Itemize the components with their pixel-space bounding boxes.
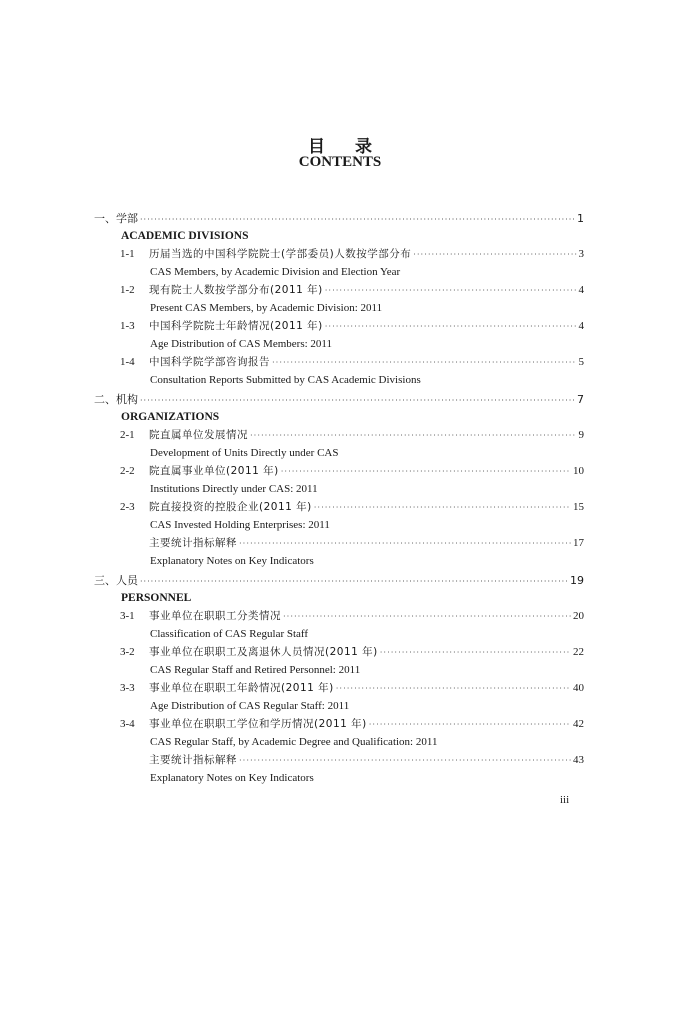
entry-title-english: Institutions Directly under CAS: 2011 xyxy=(150,483,318,495)
entry-title-chinese: 现有院士人数按学部分布(2011 年) xyxy=(149,284,323,296)
entry-title-english: CAS Regular Staff and Retired Personnel: 2011 xyxy=(150,664,361,676)
toc-entry[interactable] xyxy=(94,715,584,733)
dot-leader xyxy=(140,211,575,229)
section-title-chinese: 一、学部 xyxy=(94,212,138,225)
entry-page-number: 15 xyxy=(573,501,584,513)
toc-entry[interactable] xyxy=(94,534,584,552)
dot-leader xyxy=(239,752,571,770)
entry-page-number: 9 xyxy=(578,429,584,441)
entry-title-english: Age Distribution of CAS Regular Staff: 2011 xyxy=(150,700,350,712)
section-page-number: 19 xyxy=(570,574,584,587)
entry-title-chinese: 中国科学院院士年龄情况(2011 年) xyxy=(149,320,323,332)
entry-title-chinese: 中国科学院学部咨询报告 xyxy=(149,356,270,368)
entry-title-chinese: 主要统计指标解释 xyxy=(149,537,237,549)
entry-title-chinese: 事业单位在职职工分类情况 xyxy=(149,610,281,622)
section-title-english: PERSONNEL xyxy=(121,592,192,604)
dot-leader xyxy=(140,392,575,410)
toc-entry[interactable] xyxy=(94,462,584,480)
toc-entry[interactable] xyxy=(94,281,584,299)
entry-page-number: 10 xyxy=(573,465,584,477)
entry-page-number: 4 xyxy=(578,320,584,332)
dot-leader xyxy=(140,573,568,591)
entry-page-number: 22 xyxy=(573,646,584,658)
dot-leader xyxy=(413,246,576,264)
entry-page-number: 43 xyxy=(573,754,584,766)
page-title-english: CONTENTS xyxy=(298,154,382,170)
entry-page-number: 40 xyxy=(573,682,584,694)
entry-number: 1-1 xyxy=(120,248,135,260)
toc-entry[interactable] xyxy=(94,498,584,516)
toc-section-entry[interactable] xyxy=(94,210,584,228)
dot-leader xyxy=(272,354,577,372)
section-title-chinese: 二、机构 xyxy=(94,393,138,406)
entry-title-chinese: 事业单位在职职工年龄情况(2011 年) xyxy=(149,682,334,694)
toc-entry[interactable] xyxy=(94,426,584,444)
entry-number: 3-2 xyxy=(120,646,135,658)
dot-leader xyxy=(283,608,571,626)
entry-number: 3-4 xyxy=(120,718,135,730)
entry-title-english: CAS Members, by Academic Division and Election Year xyxy=(150,266,401,278)
entry-page-number: 4 xyxy=(578,284,584,296)
entry-title-english: Explanatory Notes on Key Indicators xyxy=(150,555,314,567)
toc-entry[interactable] xyxy=(94,607,584,625)
entry-page-number: 42 xyxy=(573,718,584,730)
dot-leader xyxy=(250,427,577,445)
entry-number: 1-3 xyxy=(120,320,135,332)
toc-section-entry[interactable] xyxy=(94,391,584,409)
toc-entry[interactable] xyxy=(94,245,584,263)
entry-title-english: Present CAS Members, by Academic Division: 2011 xyxy=(150,302,383,314)
entry-title-chinese: 院直属单位发展情况 xyxy=(149,429,248,441)
entry-title-english: CAS Invested Holding Enterprises: 2011 xyxy=(150,519,330,531)
entry-title-chinese: 院直属事业单位(2011 年) xyxy=(149,465,279,477)
entry-title-english: Consultation Reports Submitted by CAS Academic Divisions xyxy=(150,374,421,386)
dot-leader xyxy=(314,499,571,517)
toc-entry[interactable] xyxy=(94,751,584,769)
entry-title-chinese: 事业单位在职职工学位和学历情况(2011 年) xyxy=(149,718,367,730)
section-title-english: ORGANIZATIONS xyxy=(121,411,220,423)
toc-entry[interactable] xyxy=(94,643,584,661)
entry-title-chinese: 历届当选的中国科学院院士(学部委员)人数按学部分布 xyxy=(149,248,412,260)
dot-leader xyxy=(369,716,571,734)
section-title-english: ACADEMIC DIVISIONS xyxy=(121,230,249,242)
section-page-number: 1 xyxy=(577,212,584,225)
entry-number: 1-4 xyxy=(120,356,135,368)
entry-page-number: 3 xyxy=(578,248,584,260)
dot-leader xyxy=(336,680,571,698)
toc-section-entry[interactable] xyxy=(94,572,584,590)
entry-page-number: 20 xyxy=(573,610,584,622)
page-title-chinese: 目录 xyxy=(308,137,402,157)
entry-title-chinese: 院直接投资的控股企业(2011 年) xyxy=(149,501,312,513)
table-of-contents xyxy=(94,210,584,787)
entry-number: 2-2 xyxy=(120,465,135,477)
entry-page-number: 5 xyxy=(578,356,584,368)
entry-title-english: Classification of CAS Regular Staff xyxy=(150,628,309,640)
entry-number: 3-3 xyxy=(120,682,135,694)
page-number: iii xyxy=(560,794,570,806)
entry-title-chinese: 事业单位在职职工及离退休人员情况(2011 年) xyxy=(149,646,378,658)
dot-leader xyxy=(325,282,577,300)
entry-number: 1-2 xyxy=(120,284,135,296)
toc-entry[interactable] xyxy=(94,679,584,697)
toc-entry[interactable] xyxy=(94,353,584,371)
entry-number: 2-1 xyxy=(120,429,135,441)
entry-title-english: Age Distribution of CAS Members: 2011 xyxy=(150,338,332,350)
entry-title-chinese: 主要统计指标解释 xyxy=(149,754,237,766)
dot-leader xyxy=(325,318,577,336)
dot-leader xyxy=(239,535,571,553)
entry-title-english: CAS Regular Staff, by Academic Degree and Qualification: 2011 xyxy=(150,736,438,748)
section-page-number: 7 xyxy=(577,393,584,406)
dot-leader xyxy=(380,644,571,662)
toc-entry[interactable] xyxy=(94,317,584,335)
entry-page-number: 17 xyxy=(573,537,584,549)
entry-title-english: Explanatory Notes on Key Indicators xyxy=(150,772,314,784)
entry-title-english: Development of Units Directly under CAS xyxy=(150,447,339,459)
entry-number: 3-1 xyxy=(120,610,135,622)
section-title-chinese: 三、人员 xyxy=(94,574,138,587)
dot-leader xyxy=(281,463,571,481)
entry-number: 2-3 xyxy=(120,501,135,513)
